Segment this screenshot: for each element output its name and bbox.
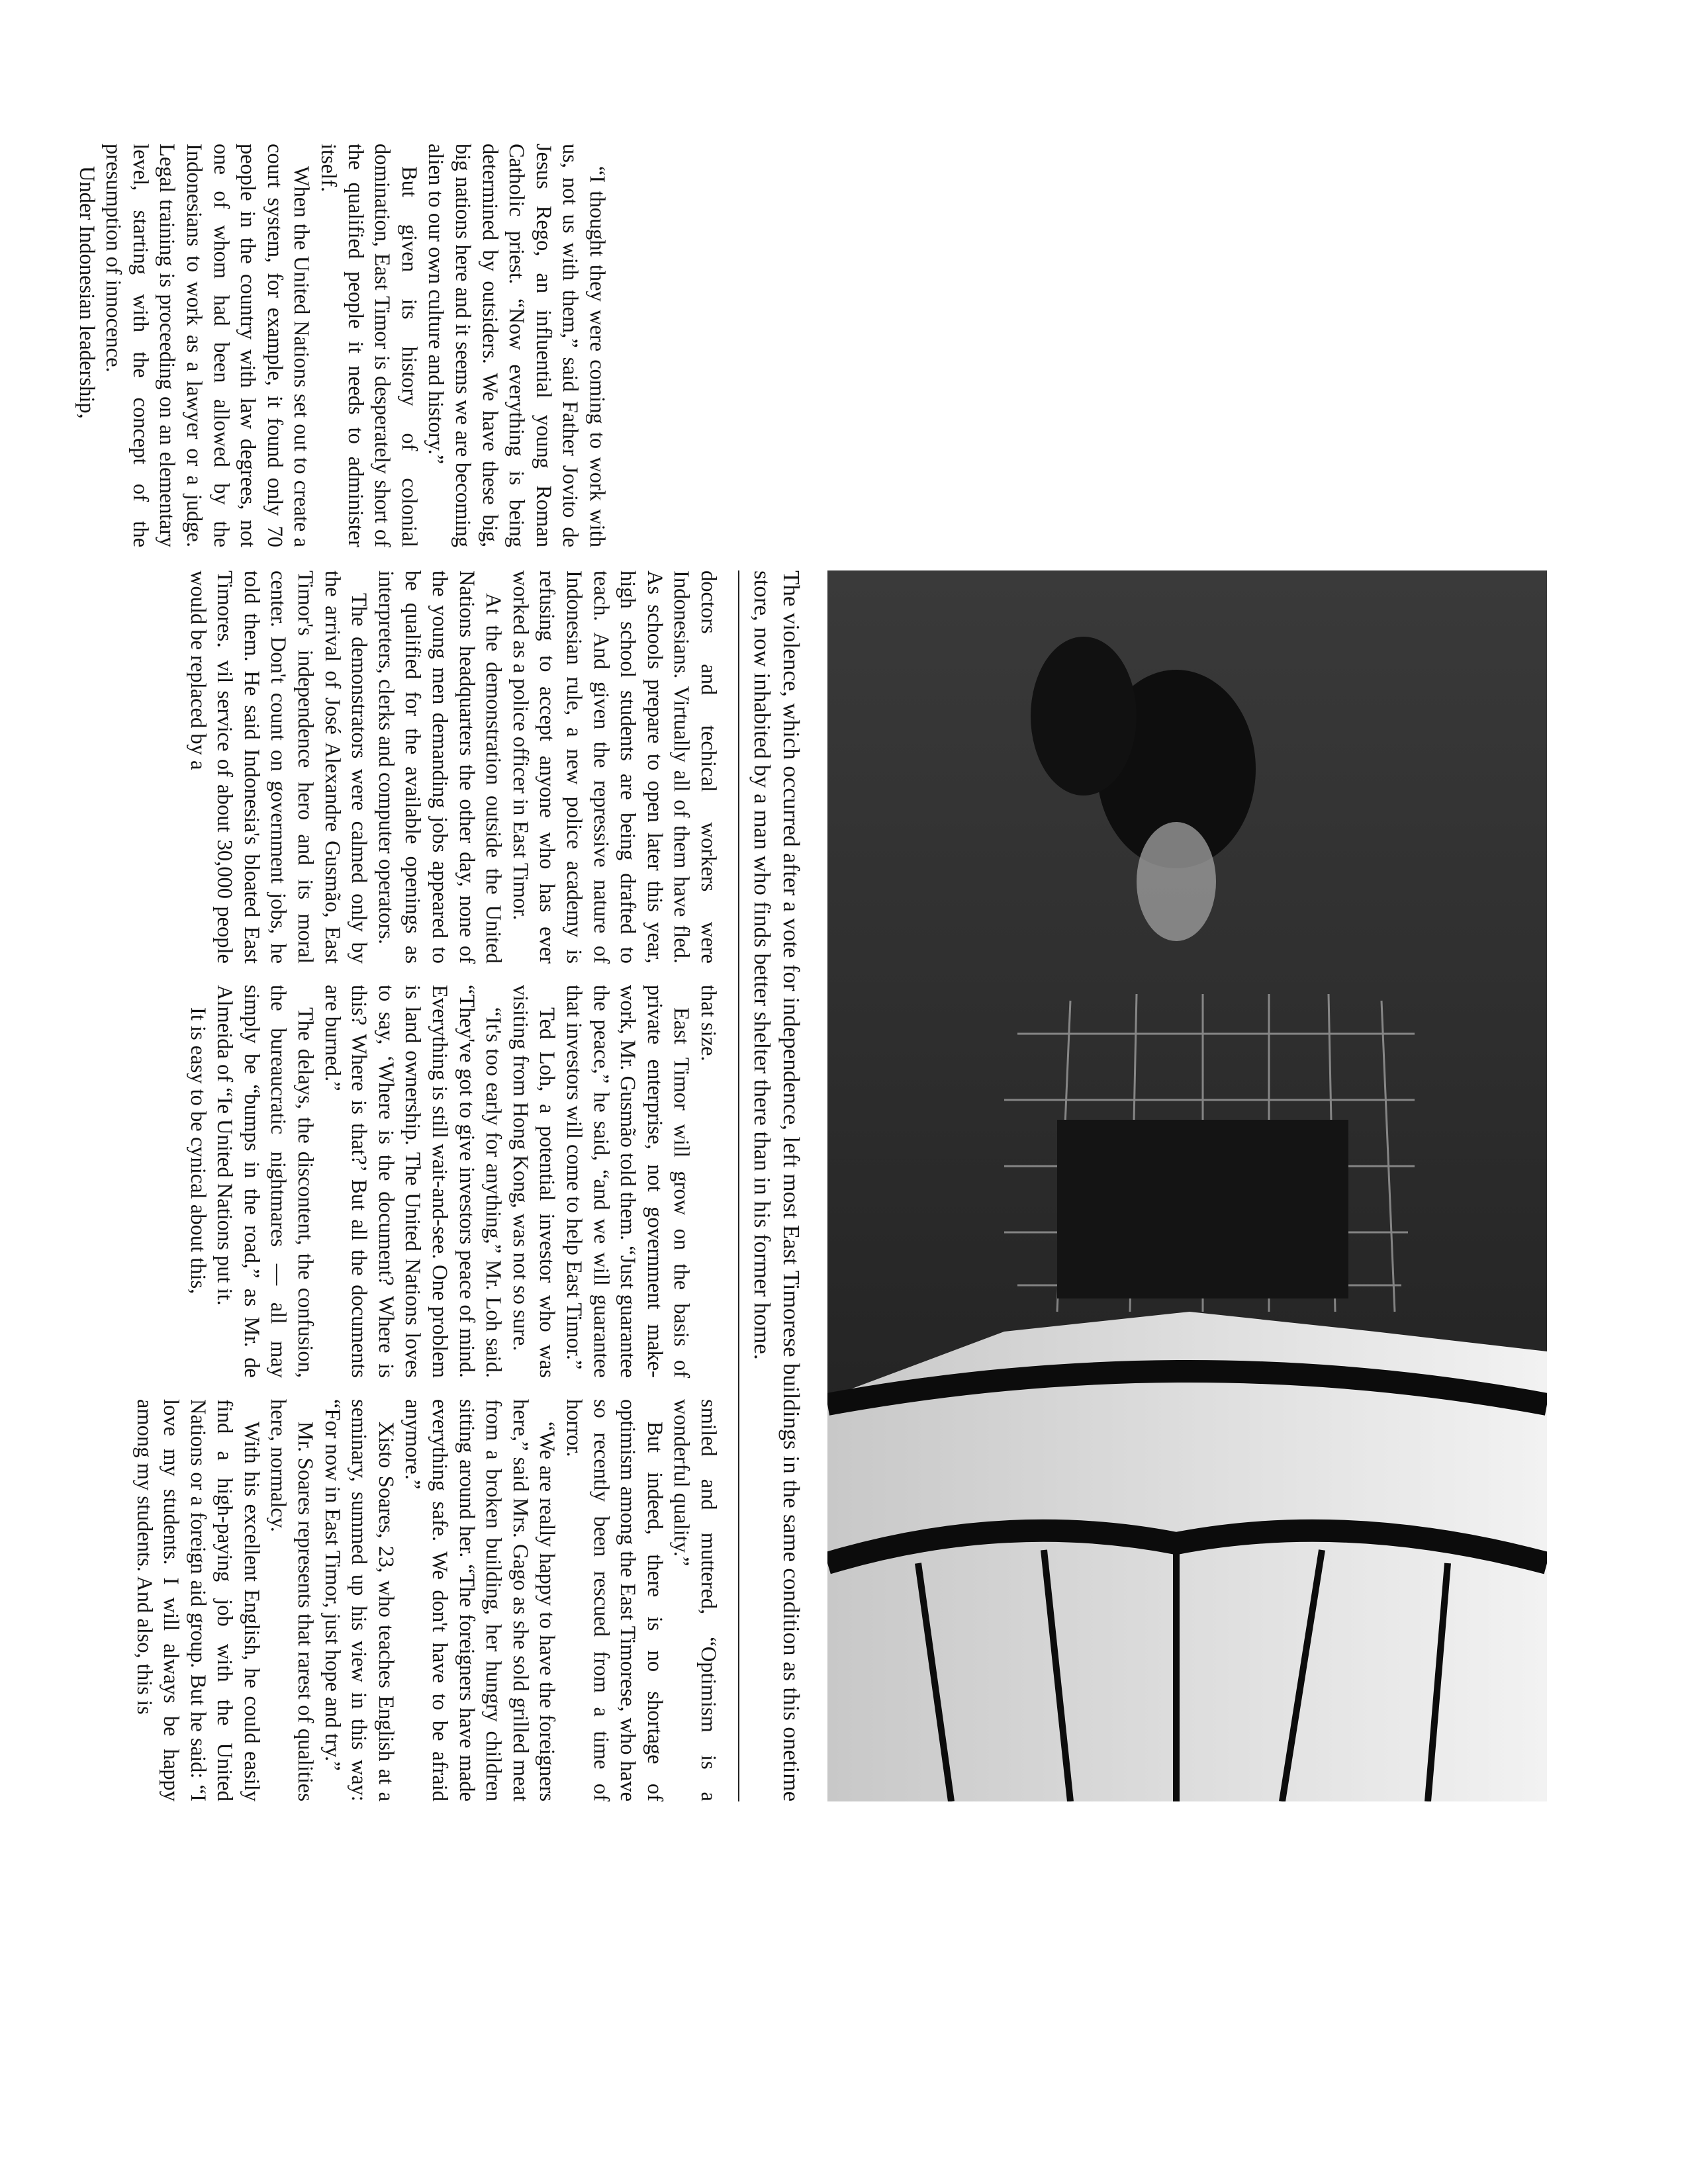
paragraph: The delays, the discontent, the confusion, the bureaucratic nightmares — all may simply be “bumps in the road,” as Mr. de Almeida of “Ιe United Nations put it. xyxy=(212,985,318,1378)
paragraph: But given its history of colonial domination, East Timor is desperately short of the qualified people it needs to administer itself. xyxy=(316,144,421,547)
article-column-3 xyxy=(184,985,722,1378)
paragraph: East Timor will grow on the basis of private enterprise, not government make-work, Mr. Gusmão told them. “Just guarantee the peace,” he said, “and we will guarantee that investors will come to help East Timor.” xyxy=(562,985,694,1378)
photo-ruined-store xyxy=(827,570,1547,1801)
paragraph: that size. xyxy=(696,985,720,1062)
paragraph: The demonstrators were calmed only by the arrival of José Alexandre Gusmão, East Timor's independence hero and its moral center. Don't count on government jobs, he told them. He said Indonesia's bloated East Timores․ vil service of about 30,000 people would be replaced by a xyxy=(185,570,371,964)
paragraph: “We are really happy to have the foreigners here,” said Mrs. Gago as she sold grilled meat from a broken building, her hungry children sitting around her. “The foreigners have made everything safe. We don't have to be afraid anymore.” xyxy=(400,1399,559,1801)
paragraph: But indeed, there is no shortage of optimism among the East Timorese, who have so recently been rescued from a time of horror. xyxy=(562,1399,667,1801)
photo-caption: The violence, which occurred after a vote for independence, left most East Timorese buildings in the same condition as this onetime store, now inhabited by a man who finds better shelter there than in his former home. xyxy=(749,570,804,1801)
paragraph: It is easy to be cynical about this, xyxy=(185,1007,210,1295)
article-column-1 xyxy=(73,144,610,547)
paragraph: doctors and techical workers were Indonesians. Virtually all of them have fled. As schools prepare to open later this year, high school students are being drafted to teach. And given the repressive nature of Indonesian rule, a new police academy is refusing to accept anyone who has ever worked as a police officer in East Timor. xyxy=(508,570,720,964)
paragraph: “It's too early for anything,” Mr. Loh said. “They've got to give investors peace of mind. Everything is still wait-and-see. One problem is land ownership. The United Nations loves to say, ‘Where is the document? Where is this? Where is that?’ But all the documents are burned.” xyxy=(320,985,506,1378)
paragraph: “I thought they were coming to work with us, not us with them,” said Father Jovito de Jesus Rego, an influential young Roman Catholic priest. “Now everything is being determined by outsiders. We have these big, big nations here and it seems we are becoming alien to our own culture and history.” xyxy=(424,144,609,547)
photo-illustration xyxy=(827,570,1547,1801)
paragraph: smiled and muttered, “Optimism is a wonderful quality.” xyxy=(669,1399,720,1801)
article-column-2 xyxy=(184,570,722,964)
paragraph: Mr. Soares represents that rarest of qualities here, normalcy. xyxy=(266,1399,318,1801)
paragraph: Under Indonesian leadership, xyxy=(74,166,99,419)
paragraph: Ted Loh, a potential investor who was visiting from Hong Kong, was not so sure. xyxy=(508,985,559,1378)
paragraph: With his excellent English, he could easily find a high-paying job with the United Nations or a foreign aid group. But he said: “I love my students. I will always be happy among my students. And also, this is xyxy=(132,1399,263,1801)
paragraph: Xisto Soares, 23, who teaches English at a seminary, summed up his view in this way: “For now in East Timor, just hope and try.” xyxy=(320,1399,398,1801)
paragraph: At the demonstration outside the United Nations headquarters the other day, none of the young men demanding jobs appeared to be qualified for the available openings as interpreters, clerks and computer operators. xyxy=(373,570,506,964)
article-column-4 xyxy=(130,1399,722,1801)
caption-divider xyxy=(738,570,739,1801)
paragraph: When the United Nations set out to create a court system, for example, it found only 70 people in the country with law degrees, not one of whom had been allowed by the Indonesians to work as a lawyer or a judge. Legal training is proceeding on an elementary level, starting with the concept of the presumption of innocence. xyxy=(101,144,314,547)
